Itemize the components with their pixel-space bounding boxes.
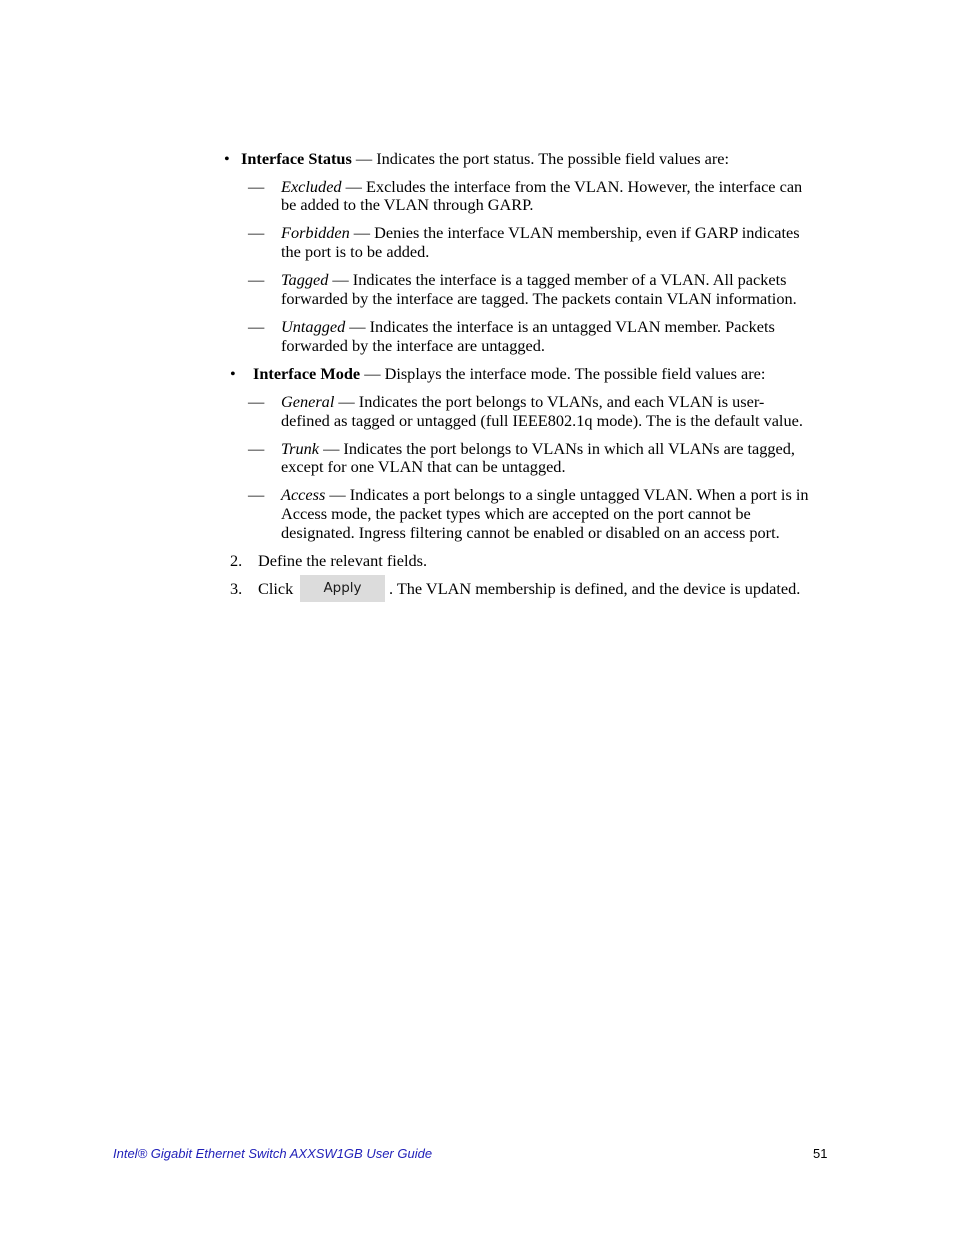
dash: —: [248, 317, 265, 336]
tagged-term: Tagged: [281, 270, 329, 289]
interface-mode-item: [253, 364, 765, 383]
step-3-result-text: . The VLAN membership is defined, and the device is updated.: [389, 579, 801, 598]
page-number: 51: [813, 1146, 828, 1161]
dash: —: [248, 177, 265, 196]
excluded-line1: [281, 177, 802, 196]
step-number: 3.: [230, 579, 243, 598]
access-line3: designated. Ingress filtering cannot be enabled or disabled on an access port.: [281, 523, 780, 542]
footer-title: Intel® Gigabit Ethernet Switch AXXSW1GB User Guide: [113, 1146, 433, 1161]
general-term: General: [281, 392, 335, 411]
trunk-term: Trunk: [281, 439, 319, 458]
forbidden-line2: the port is to be added.: [281, 242, 430, 261]
step-2-text: Define the relevant fields.: [258, 551, 428, 570]
excluded-term: Excluded: [281, 177, 342, 196]
forbidden-line1: [281, 223, 800, 242]
dash: —: [248, 223, 265, 242]
trunk-desc: — Indicates the port belongs to VLANs in which all VLANs are tagged,: [319, 439, 795, 458]
interface-status-label: Interface Status: [241, 149, 352, 168]
apply-button[interactable]: Apply: [300, 575, 385, 602]
excluded-desc: — Excludes the interface from the VLAN. However, the interface can: [341, 177, 803, 196]
interface-status-desc: — Indicates the port status. The possible field values are:: [351, 149, 730, 168]
interface-status-item: [241, 149, 729, 168]
tagged-line1: [281, 270, 786, 289]
general-line2: defined as tagged or untagged (full IEEE802.1q mode). The is the default value.: [281, 411, 803, 430]
dash: —: [248, 485, 265, 504]
interface-mode-label: Interface Mode: [253, 364, 361, 383]
general-line1: [281, 392, 764, 411]
dash: —: [248, 392, 265, 411]
trunk-line2: except for one VLAN that can be untagged.: [281, 457, 566, 476]
bullet: •: [224, 149, 230, 168]
untagged-desc: — Indicates the interface is an untagged VLAN member. Packets: [345, 317, 775, 336]
step-number: 2.: [230, 551, 243, 570]
forbidden-desc: — Denies the interface VLAN membership, even if GARP indicates: [349, 223, 800, 242]
untagged-line2: forwarded by the interface are untagged.: [281, 336, 545, 355]
access-desc: — Indicates a port belongs to a single untagged VLAN. When a port is in: [325, 485, 809, 504]
interface-mode-desc: — Displays the interface mode. The possible field values are:: [360, 364, 766, 383]
dash: —: [248, 270, 265, 289]
tagged-line2: forwarded by the interface are tagged. The packets contain VLAN information.: [281, 289, 797, 308]
dash: —: [248, 439, 265, 458]
access-line2: Access mode, the packet types which are accepted on the port cannot be: [281, 504, 751, 523]
forbidden-term: Forbidden: [281, 223, 350, 242]
bullet: •: [230, 364, 236, 383]
untagged-term: Untagged: [281, 317, 346, 336]
trunk-line1: [281, 439, 795, 458]
untagged-line1: [281, 317, 775, 336]
tagged-desc: — Indicates the interface is a tagged member of a VLAN. All packets: [328, 270, 787, 289]
access-line1: [281, 485, 809, 504]
step-3-click-text: Click: [258, 579, 294, 598]
general-desc: — Indicates the port belongs to VLANs, and each VLAN is user-: [334, 392, 765, 411]
access-term: Access: [281, 485, 326, 504]
excluded-line2: be added to the VLAN through GARP.: [281, 195, 534, 214]
